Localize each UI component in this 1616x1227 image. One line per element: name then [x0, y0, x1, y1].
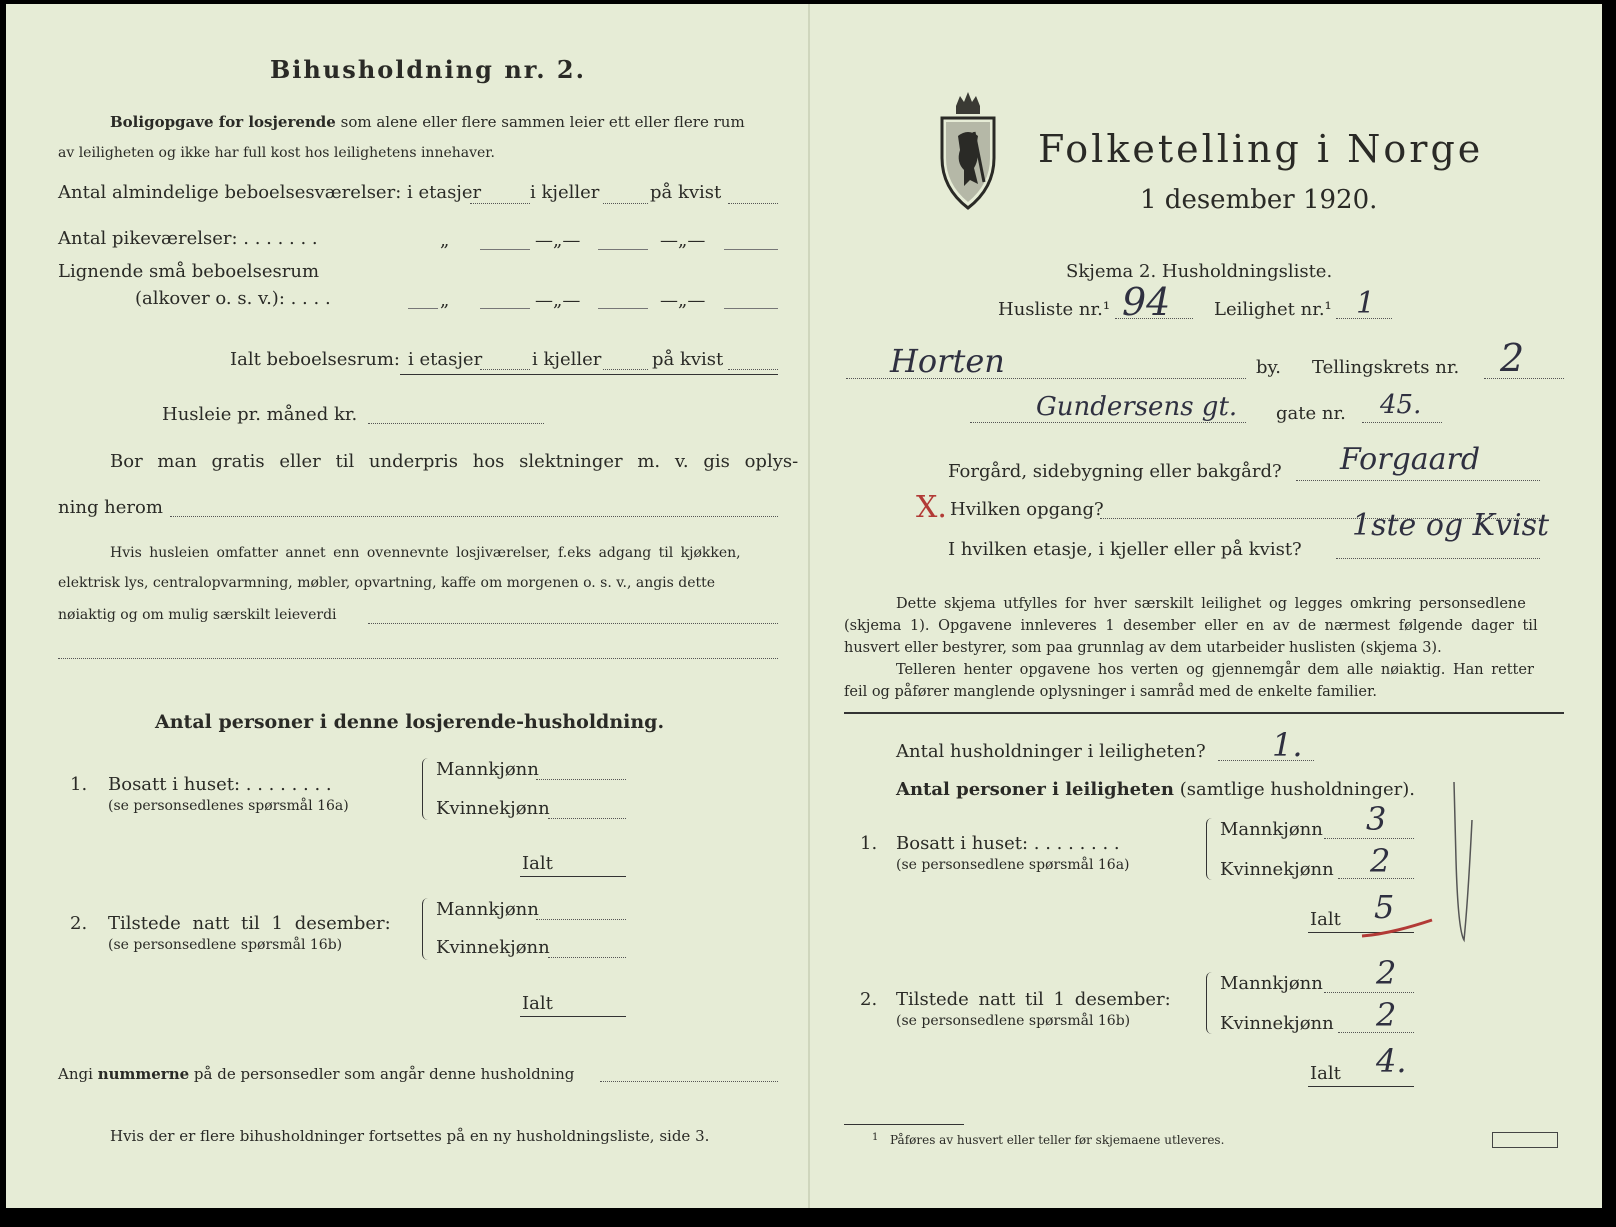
intro-line-2: av leiligheten og ikke har full kost hos leilighetens innehaver. — [58, 145, 495, 161]
left-q1-ialt-line — [520, 876, 626, 877]
left-q1-mann-label: Mannkjønn — [436, 759, 539, 780]
hvis-line-3: nøiaktig og om mulig særskilt leieverdi — [58, 607, 337, 623]
gate-label: gate nr. — [1276, 403, 1346, 424]
footnote-rule — [844, 1124, 964, 1125]
hush-value: 1. — [1272, 726, 1303, 764]
hvis-line-1: Hvis husleien omfatter annet enn ovennevnte losjiværelser, f.eks adgang til kjøkken, — [110, 545, 741, 561]
right-q1-brace — [1206, 818, 1215, 880]
rooms-kvist-label: på kvist — [650, 182, 722, 203]
lign-line-0 — [408, 308, 438, 309]
rooms-label: Antal almindelige beboelsesværelser: i etasjer — [58, 182, 482, 203]
left-q2-num: 2. — [70, 913, 88, 934]
leieverdi-line — [368, 623, 778, 624]
left-q1-ialt-label: Ialt — [522, 853, 553, 874]
lign-label-2: (alkover o. s. v.): . . . . — [135, 288, 331, 309]
angi-pre: Angi — [58, 1065, 93, 1083]
etasje-value: 1ste og Kvist — [1352, 508, 1550, 543]
left-q2-sub: (se personsedlene spørsmål 16b) — [108, 937, 343, 953]
gate-line — [1362, 422, 1442, 423]
right-q1-ialt-value: 5 — [1374, 888, 1395, 926]
right-q1-mann-label: Mannkjønn — [1220, 819, 1323, 840]
center-fold — [808, 4, 810, 1208]
left-footer: Hvis der er flere bihusholdninger fortsettes på en ny husholdningsliste, side 3. — [110, 1127, 710, 1145]
instr-line-1: Dette skjema utfylles for hver særskilt leilighet og legges omkring personsedlene — [896, 596, 1526, 612]
right-q1-mann-value: 3 — [1366, 800, 1387, 838]
right-q2-label: Tilstede natt til 1 desember: — [896, 989, 1171, 1010]
by-label: by. — [1256, 357, 1282, 378]
left-q2-mann-label: Mannkjønn — [436, 899, 539, 920]
right-q1-mann-line — [1324, 838, 1414, 839]
right-q1-num: 1. — [860, 833, 878, 854]
ialt-kvist-label: på kvist — [652, 349, 724, 370]
ialt-beboelse-label: Ialt beboelsesrum: — [230, 349, 400, 370]
hvis-line-2: elektrisk lys, centralopvarmning, møbler, opvartning, kaffe om morgenen o. s. v., angis dette — [58, 575, 716, 591]
husliste-value: 94 — [1122, 280, 1171, 324]
street-value: Gundersens gt. — [1036, 392, 1238, 422]
right-q2-kvinne-label: Kvinnekjønn — [1220, 1013, 1334, 1034]
right-q2-ialt-label: Ialt — [1310, 1063, 1341, 1084]
pike-line-2 — [598, 249, 648, 250]
left-title: Bihusholdning nr. 2. — [270, 55, 586, 84]
husleie-line — [368, 423, 544, 424]
footnote: Påføres av husvert eller teller før skjemaene utleveres. — [890, 1133, 1225, 1147]
pike-line-1 — [480, 249, 530, 250]
left-q1-kvinne-label: Kvinnekjønn — [436, 798, 550, 819]
city-value: Horten — [890, 342, 1005, 380]
ditto-3: —„— — [660, 230, 706, 251]
ialt-kjeller-label: i kjeller — [532, 349, 602, 370]
left-q2-label: Tilstede natt til 1 desember: — [108, 913, 391, 934]
right-q1-ialt-label: Ialt — [1310, 909, 1341, 930]
red-x-mark: X. — [916, 490, 947, 525]
etasje-line — [1336, 558, 1540, 559]
forgaard-line — [1296, 480, 1540, 481]
tellingskrets-value: 2 — [1500, 336, 1525, 380]
right-q1-kvinne-label: Kvinnekjønn — [1220, 859, 1334, 880]
instr-line-2: (skjema 1). Opgavene innleveres 1 desember eller en av de nærmest følgende dager til — [844, 618, 1538, 634]
ditto-5: —„— — [535, 290, 581, 311]
right-persons-line — [896, 780, 1415, 801]
left-q1-brace — [422, 758, 431, 820]
right-q2-sub: (se personsedlene spørsmål 16b) — [896, 1013, 1131, 1029]
left-q2-kvinne-line — [548, 957, 626, 958]
right-persons-rest: (samtlige husholdninger). — [1179, 779, 1416, 800]
left-q2-ialt-line — [520, 1016, 626, 1017]
rooms-etasjer-line — [470, 203, 530, 204]
left-q1-sub: (se personsedlenes spørsmål 16a) — [108, 798, 349, 814]
ditto-1: „ — [440, 230, 450, 251]
forgaard-label: Forgård, sidebygning eller bakgård? — [948, 461, 1282, 482]
rooms-kvist-line — [728, 203, 778, 204]
left-q2-kvinne-label: Kvinnekjønn — [436, 937, 550, 958]
lign-line-1 — [480, 308, 530, 309]
intro-rest: som alene eller flere sammen leier ett eller flere rum — [340, 113, 745, 131]
right-q2-ialt-value: 4. — [1376, 1042, 1407, 1080]
left-q2-brace — [422, 898, 431, 960]
schema-label: Skjema 2. Husholdningsliste. — [1066, 261, 1333, 282]
street-line — [970, 422, 1246, 423]
footnote-num: 1 — [872, 1132, 879, 1143]
instr-line-3: husvert eller bestyrer, som paa grunnlag av dem utarbeider huslisten (skjema 3). — [844, 640, 1442, 656]
right-q2-mann-label: Mannkjønn — [1220, 973, 1323, 994]
instr-line-4: Telleren henter opgavene hos verten og gjennemgår dem alle nøiaktig. Han retter — [896, 662, 1534, 678]
husliste-label: Husliste nr.¹ — [998, 299, 1111, 320]
gate-value: 45. — [1380, 390, 1422, 420]
right-q2-kvinne-value: 2 — [1376, 996, 1397, 1034]
leilighet-value: 1 — [1356, 286, 1376, 321]
ialt-kjeller-line — [603, 369, 648, 370]
left-q2-mann-line — [536, 919, 626, 920]
tellingskrets-label: Tellingskrets nr. — [1312, 357, 1460, 378]
husleie-label: Husleie pr. måned kr. — [162, 404, 358, 425]
red-check-stroke-icon — [1360, 916, 1436, 940]
rooms-kjeller-label: i kjeller — [530, 182, 600, 203]
hush-label: Antal husholdninger i leiligheten? — [896, 741, 1206, 762]
right-q2-mann-line — [1324, 992, 1414, 993]
right-q1-sub: (se personsedlene spørsmål 16a) — [896, 857, 1130, 873]
pencil-check-mark-icon — [1448, 780, 1478, 950]
ialt-etasjer-label: i etasjer — [408, 349, 483, 370]
intro-bold: Boligopgave for losjerende — [110, 113, 336, 131]
angi-rest: på de personsedler som angår denne husholdning — [193, 1065, 575, 1083]
ialt-underline — [400, 374, 778, 375]
left-q2-ialt-label: Ialt — [522, 993, 553, 1014]
gratis-line-1: Bor man gratis eller til underpris hos slektninger m. v. gis oplys- — [110, 451, 799, 472]
lign-label-1: Lignende små beboelsesrum — [58, 261, 320, 282]
left-q1-num: 1. — [70, 774, 88, 795]
pike-label: Antal pikeværelser: . . . . . . . — [58, 228, 318, 249]
etasje-label: I hvilken etasje, i kjeller eller på kvist? — [948, 539, 1302, 560]
instr-divider — [844, 712, 1564, 714]
printer-stamp — [1492, 1132, 1558, 1148]
intro-line-1 — [110, 114, 745, 131]
gratis-line — [170, 516, 778, 517]
left-q1-label: Bosatt i huset: . . . . . . . . — [108, 774, 332, 795]
right-q2-brace — [1206, 972, 1215, 1034]
right-q1-kvinne-value: 2 — [1370, 842, 1391, 880]
angi-line — [58, 1066, 574, 1083]
ditto-4: „ — [440, 290, 450, 311]
left-q1-mann-line — [536, 779, 626, 780]
right-title: Folketelling i Norge — [1038, 127, 1484, 171]
lign-line-3 — [724, 308, 778, 309]
blank-line — [58, 658, 778, 659]
forgaard-value: Forgaard — [1340, 442, 1481, 477]
left-persons-heading: Antal personer i denne losjerende-husholdning. — [155, 711, 665, 733]
right-q2-num: 2. — [860, 989, 878, 1010]
pike-line-3 — [724, 249, 778, 250]
instr-line-5: feil og påfører manglende oplysninger i samråd med de enkelte familier. — [844, 684, 1377, 700]
lign-line-2 — [598, 308, 648, 309]
left-q1-kvinne-line — [548, 818, 626, 819]
angi-line-dots — [600, 1081, 778, 1082]
ialt-etasjer-line — [480, 369, 530, 370]
right-q1-label: Bosatt i huset: . . . . . . . . — [896, 833, 1120, 854]
right-q2-ialt-line — [1308, 1086, 1414, 1087]
leilighet-label: Leilighet nr.¹ — [1214, 299, 1332, 320]
gratis-line-2: ning herom — [58, 497, 163, 518]
right-persons-bold: Antal personer i leiligheten — [896, 779, 1174, 800]
opgang-label: Hvilken opgang? — [950, 499, 1104, 520]
right-date: 1 desember 1920. — [1140, 185, 1378, 215]
ditto-2: —„— — [535, 230, 581, 251]
norwegian-coat-of-arms-icon — [934, 88, 1002, 214]
right-q2-mann-value: 2 — [1376, 954, 1397, 992]
rooms-kjeller-line — [603, 203, 648, 204]
ditto-6: —„— — [660, 290, 706, 311]
ialt-kvist-line — [728, 369, 778, 370]
angi-bold: nummerne — [97, 1065, 190, 1083]
